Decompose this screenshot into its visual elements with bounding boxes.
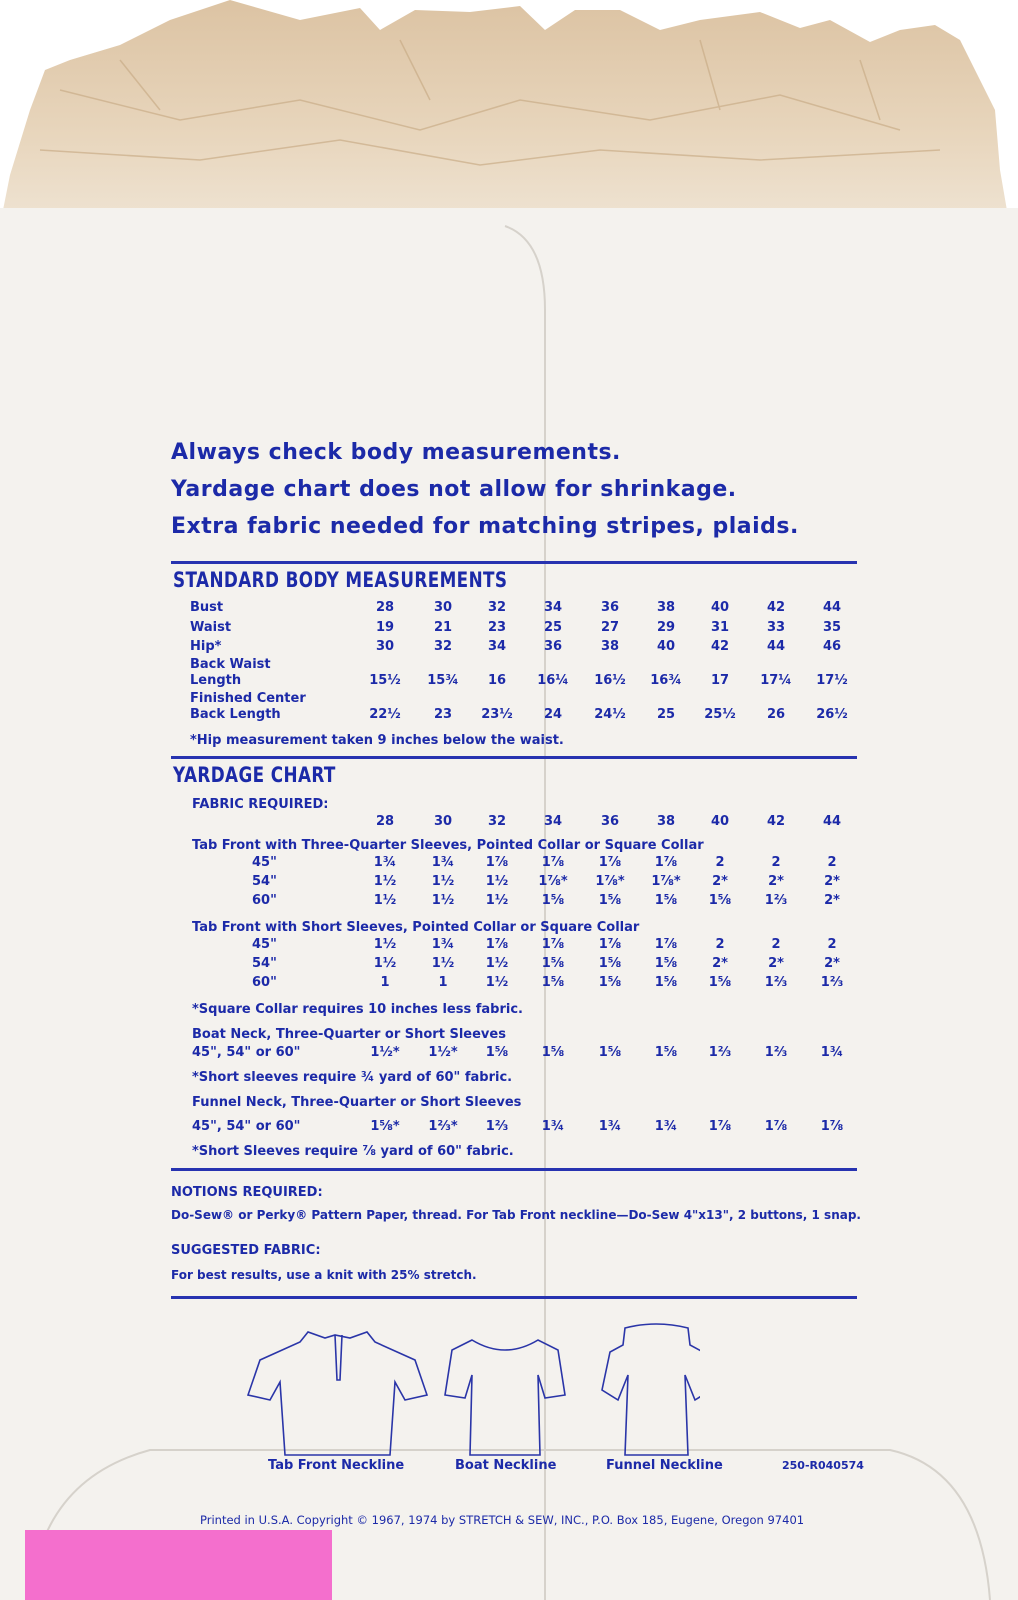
table-cell: 1¾	[373, 855, 397, 870]
table-cell: 1⅞	[764, 1119, 788, 1134]
table-cell: 1½	[431, 874, 455, 889]
table-cell: 1	[438, 975, 448, 990]
row-label: Hip*	[190, 639, 222, 654]
yardage-row	[0, 874, 1018, 892]
group-title: Boat Neck, Three-Quarter or Short Sleeves	[192, 1027, 506, 1042]
table-cell: 1⅞	[485, 937, 509, 952]
row-label: 45"	[252, 855, 277, 870]
table-cell: 38	[656, 600, 676, 615]
table-cell: 1¾	[598, 1119, 622, 1134]
suggested-fabric-text: For best results, use a knit with 25% stretch.	[171, 1268, 477, 1282]
table-cell: 1⅞	[708, 1119, 732, 1134]
yardage-row	[0, 937, 1018, 955]
group-title: Tab Front with Short Sleeves, Pointed Collar or Square Collar	[192, 920, 640, 935]
notions-title: NOTIONS REQUIRED:	[171, 1185, 323, 1200]
table-cell: 23	[433, 707, 453, 722]
row-label: Waist	[190, 620, 232, 635]
table-cell: 1⅞	[541, 937, 565, 952]
intro-line: Extra fabric needed for matching stripes, plaids.	[171, 514, 799, 539]
table-cell: 17	[710, 673, 730, 688]
table-cell: 32	[433, 639, 453, 654]
divider	[171, 1168, 857, 1171]
row-label: Back Length	[190, 707, 281, 722]
pattern-code: 250-R040574	[782, 1459, 864, 1472]
yardage-row	[0, 1045, 1018, 1063]
table-cell: 1⅔	[485, 1119, 509, 1134]
table-cell: 1⅝	[654, 975, 678, 990]
table-cell: 16¼	[537, 673, 569, 688]
table-cell: 1¾	[431, 855, 455, 870]
table-cell: 1½	[373, 893, 397, 908]
table-cell: 15¾	[427, 673, 459, 688]
row-label: 45"	[252, 937, 277, 952]
table-cell: 1⅔	[764, 893, 788, 908]
table-cell: 27	[600, 620, 620, 635]
pink-sticker	[25, 1530, 332, 1600]
divider	[171, 756, 857, 759]
table-cell: 21	[433, 620, 453, 635]
square-collar-note: *Square Collar requires 10 inches less fabric.	[192, 1002, 523, 1017]
table-cell: 26½	[816, 707, 848, 722]
table-cell: 42	[766, 600, 786, 615]
table-cell: 1⅞	[820, 1119, 844, 1134]
table-cell: 22½	[369, 707, 401, 722]
table-cell: 32	[487, 814, 507, 829]
table-cell: 1½*	[370, 1045, 400, 1060]
table-cell: 32	[487, 600, 507, 615]
table-cell: 2	[715, 855, 725, 870]
table-cell: 1⅞	[654, 937, 678, 952]
yardage-chart-title: YARDAGE CHART	[173, 763, 336, 787]
intro-text	[171, 434, 799, 545]
table-cell: 1⅔	[764, 1045, 788, 1060]
table-cell: 2*	[712, 956, 728, 971]
row-label: 54"	[252, 956, 277, 971]
table-cell: 2	[827, 855, 837, 870]
table-cell: 1⅝	[654, 893, 678, 908]
table-cell: 1⅝	[598, 893, 622, 908]
table-cell: 25	[543, 620, 563, 635]
table-cell: 46	[822, 639, 842, 654]
table-cell: 44	[822, 814, 842, 829]
table-cell: 1⅝	[485, 1045, 509, 1060]
table-cell: 42	[766, 814, 786, 829]
table-cell: 1⅝	[598, 956, 622, 971]
boat-neck-sketch	[445, 1340, 565, 1455]
group-title: Tab Front with Three-Quarter Sleeves, Pointed Collar or Square Collar	[192, 838, 704, 853]
table-cell: 1½	[485, 975, 509, 990]
measurement-row	[0, 691, 1018, 725]
table-cell: 1⅝	[541, 893, 565, 908]
row-label: Bust	[190, 600, 224, 615]
table-cell: 24½	[594, 707, 626, 722]
table-cell: 16	[487, 673, 507, 688]
table-cell: 40	[656, 639, 676, 654]
row-label: Back Waist	[190, 657, 271, 672]
table-cell: 17¼	[760, 673, 792, 688]
table-cell: 35	[822, 620, 842, 635]
table-cell: 30	[433, 814, 453, 829]
table-cell: 1⅞	[598, 937, 622, 952]
table-cell: 36	[543, 639, 563, 654]
tab-front-sketch	[248, 1332, 427, 1455]
funnel-neck-sketch	[602, 1324, 700, 1455]
table-cell: 1⅝	[708, 975, 732, 990]
table-cell: 1⅔	[708, 1045, 732, 1060]
measurement-row	[0, 639, 1018, 657]
hip-note: *Hip measurement taken 9 inches below the waist.	[190, 733, 564, 748]
group-title: Funnel Neck, Three-Quarter or Short Sleeves	[192, 1095, 522, 1110]
measurement-row	[0, 620, 1018, 638]
intro-line: Yardage chart does not allow for shrinkage.	[171, 477, 737, 502]
table-cell: 1½	[373, 956, 397, 971]
table-cell: 1⅔	[764, 975, 788, 990]
table-cell: 34	[543, 814, 563, 829]
fabric-required-label: FABRIC REQUIRED:	[192, 797, 329, 812]
measurement-row	[0, 657, 1018, 691]
table-cell: 1⅝*	[370, 1119, 400, 1134]
table-cell: 17½	[816, 673, 848, 688]
table-cell: 2*	[768, 874, 784, 889]
table-cell: 1⅞	[598, 855, 622, 870]
row-label: 45", 54" or 60"	[192, 1045, 301, 1060]
table-cell: 28	[375, 600, 395, 615]
yardage-row	[0, 893, 1018, 911]
table-cell: 2	[827, 937, 837, 952]
body-measurements-title: STANDARD BODY MEASUREMENTS	[173, 568, 508, 592]
table-cell: 33	[766, 620, 786, 635]
table-cell: 36	[600, 814, 620, 829]
yardage-row	[0, 975, 1018, 993]
row-label: Length	[190, 673, 242, 688]
table-cell: 34	[487, 639, 507, 654]
short-sleeve-note: *Short Sleeves require ⅞ yard of 60" fabric.	[192, 1144, 514, 1159]
yardage-row	[0, 1119, 1018, 1137]
table-cell: 15½	[369, 673, 401, 688]
table-cell: 23½	[481, 707, 513, 722]
table-cell: 38	[600, 639, 620, 654]
table-cell: 42	[710, 639, 730, 654]
table-cell: 1⅞	[541, 855, 565, 870]
row-label: Finished Center	[190, 691, 306, 706]
row-label: 54"	[252, 874, 277, 889]
table-cell: 19	[375, 620, 395, 635]
table-cell: 29	[656, 620, 676, 635]
row-label: 60"	[252, 893, 277, 908]
table-cell: 30	[375, 639, 395, 654]
copyright-footer: Printed in U.S.A. Copyright © 1967, 1974 by STRETCH & SEW, INC., P.O. Box 185, Eugene, Oregon 97401	[200, 1513, 805, 1527]
table-cell: 23	[487, 620, 507, 635]
table-cell: 1⅔	[820, 975, 844, 990]
table-cell: 1⅞*	[651, 874, 681, 889]
table-cell: 34	[543, 600, 563, 615]
table-cell: 16¾	[650, 673, 682, 688]
size-header-row	[0, 814, 1018, 832]
table-cell: 2	[771, 937, 781, 952]
suggested-fabric-title: SUGGESTED FABRIC:	[171, 1243, 321, 1258]
table-cell: 44	[822, 600, 842, 615]
row-label: 60"	[252, 975, 277, 990]
table-cell: 2*	[824, 956, 840, 971]
table-cell: 1⅞	[485, 855, 509, 870]
table-cell: 1⅝	[541, 1045, 565, 1060]
table-cell: 2*	[712, 874, 728, 889]
table-cell: 1¾	[820, 1045, 844, 1060]
table-cell: 1¾	[541, 1119, 565, 1134]
table-cell: 36	[600, 600, 620, 615]
divider	[171, 561, 857, 564]
table-cell: 28	[375, 814, 395, 829]
yardage-row	[0, 855, 1018, 873]
table-cell: 1¾	[431, 937, 455, 952]
table-cell: 1⅝	[598, 1045, 622, 1060]
table-cell: 1⅞	[654, 855, 678, 870]
table-cell: 1⅝	[708, 893, 732, 908]
table-cell: 1	[380, 975, 390, 990]
garment-sketches	[240, 1320, 700, 1460]
table-cell: 26	[766, 707, 786, 722]
table-cell: 1½	[485, 893, 509, 908]
table-cell: 2*	[824, 874, 840, 889]
table-cell: 2	[771, 855, 781, 870]
table-cell: 1½	[485, 874, 509, 889]
notions-text: Do-Sew® or Perky® Pattern Paper, thread. For Tab Front neckline—Do-Sew 4"x13", 2 buttons, 1 snap.	[171, 1208, 861, 1222]
intro-line: Always check body measurements.	[171, 440, 621, 465]
tab-front-label: Tab Front Neckline	[268, 1458, 405, 1473]
table-cell: 2*	[824, 893, 840, 908]
table-cell: 31	[710, 620, 730, 635]
table-cell: 40	[710, 814, 730, 829]
measurement-row	[0, 600, 1018, 618]
table-cell: 1⅞*	[595, 874, 625, 889]
table-cell: 1½	[431, 893, 455, 908]
table-cell: 1½	[485, 956, 509, 971]
table-cell: 44	[766, 639, 786, 654]
table-cell: 25½	[704, 707, 736, 722]
table-cell: 1⅝	[654, 1045, 678, 1060]
table-cell: 25	[656, 707, 676, 722]
table-cell: 2	[715, 937, 725, 952]
table-cell: 1½*	[428, 1045, 458, 1060]
table-cell: 24	[543, 707, 563, 722]
table-cell: 2*	[768, 956, 784, 971]
table-cell: 16½	[594, 673, 626, 688]
short-sleeve-note: *Short sleeves require ¾ yard of 60" fabric.	[192, 1070, 513, 1085]
table-cell: 1⅝	[654, 956, 678, 971]
table-cell: 1½	[373, 874, 397, 889]
table-cell: 1⅝	[541, 975, 565, 990]
table-cell: 1⅞*	[538, 874, 568, 889]
table-cell: 1¾	[654, 1119, 678, 1134]
yardage-row	[0, 956, 1018, 974]
table-cell: 30	[433, 600, 453, 615]
row-label: 45", 54" or 60"	[192, 1119, 301, 1134]
boat-neck-label: Boat Neckline	[455, 1458, 557, 1473]
table-cell: 1⅝	[541, 956, 565, 971]
table-cell: 1½	[373, 937, 397, 952]
table-cell: 1⅔*	[428, 1119, 458, 1134]
table-cell: 40	[710, 600, 730, 615]
table-cell: 1½	[431, 956, 455, 971]
funnel-neck-label: Funnel Neckline	[606, 1458, 723, 1473]
table-cell: 38	[656, 814, 676, 829]
table-cell: 1⅝	[598, 975, 622, 990]
divider	[171, 1296, 857, 1299]
